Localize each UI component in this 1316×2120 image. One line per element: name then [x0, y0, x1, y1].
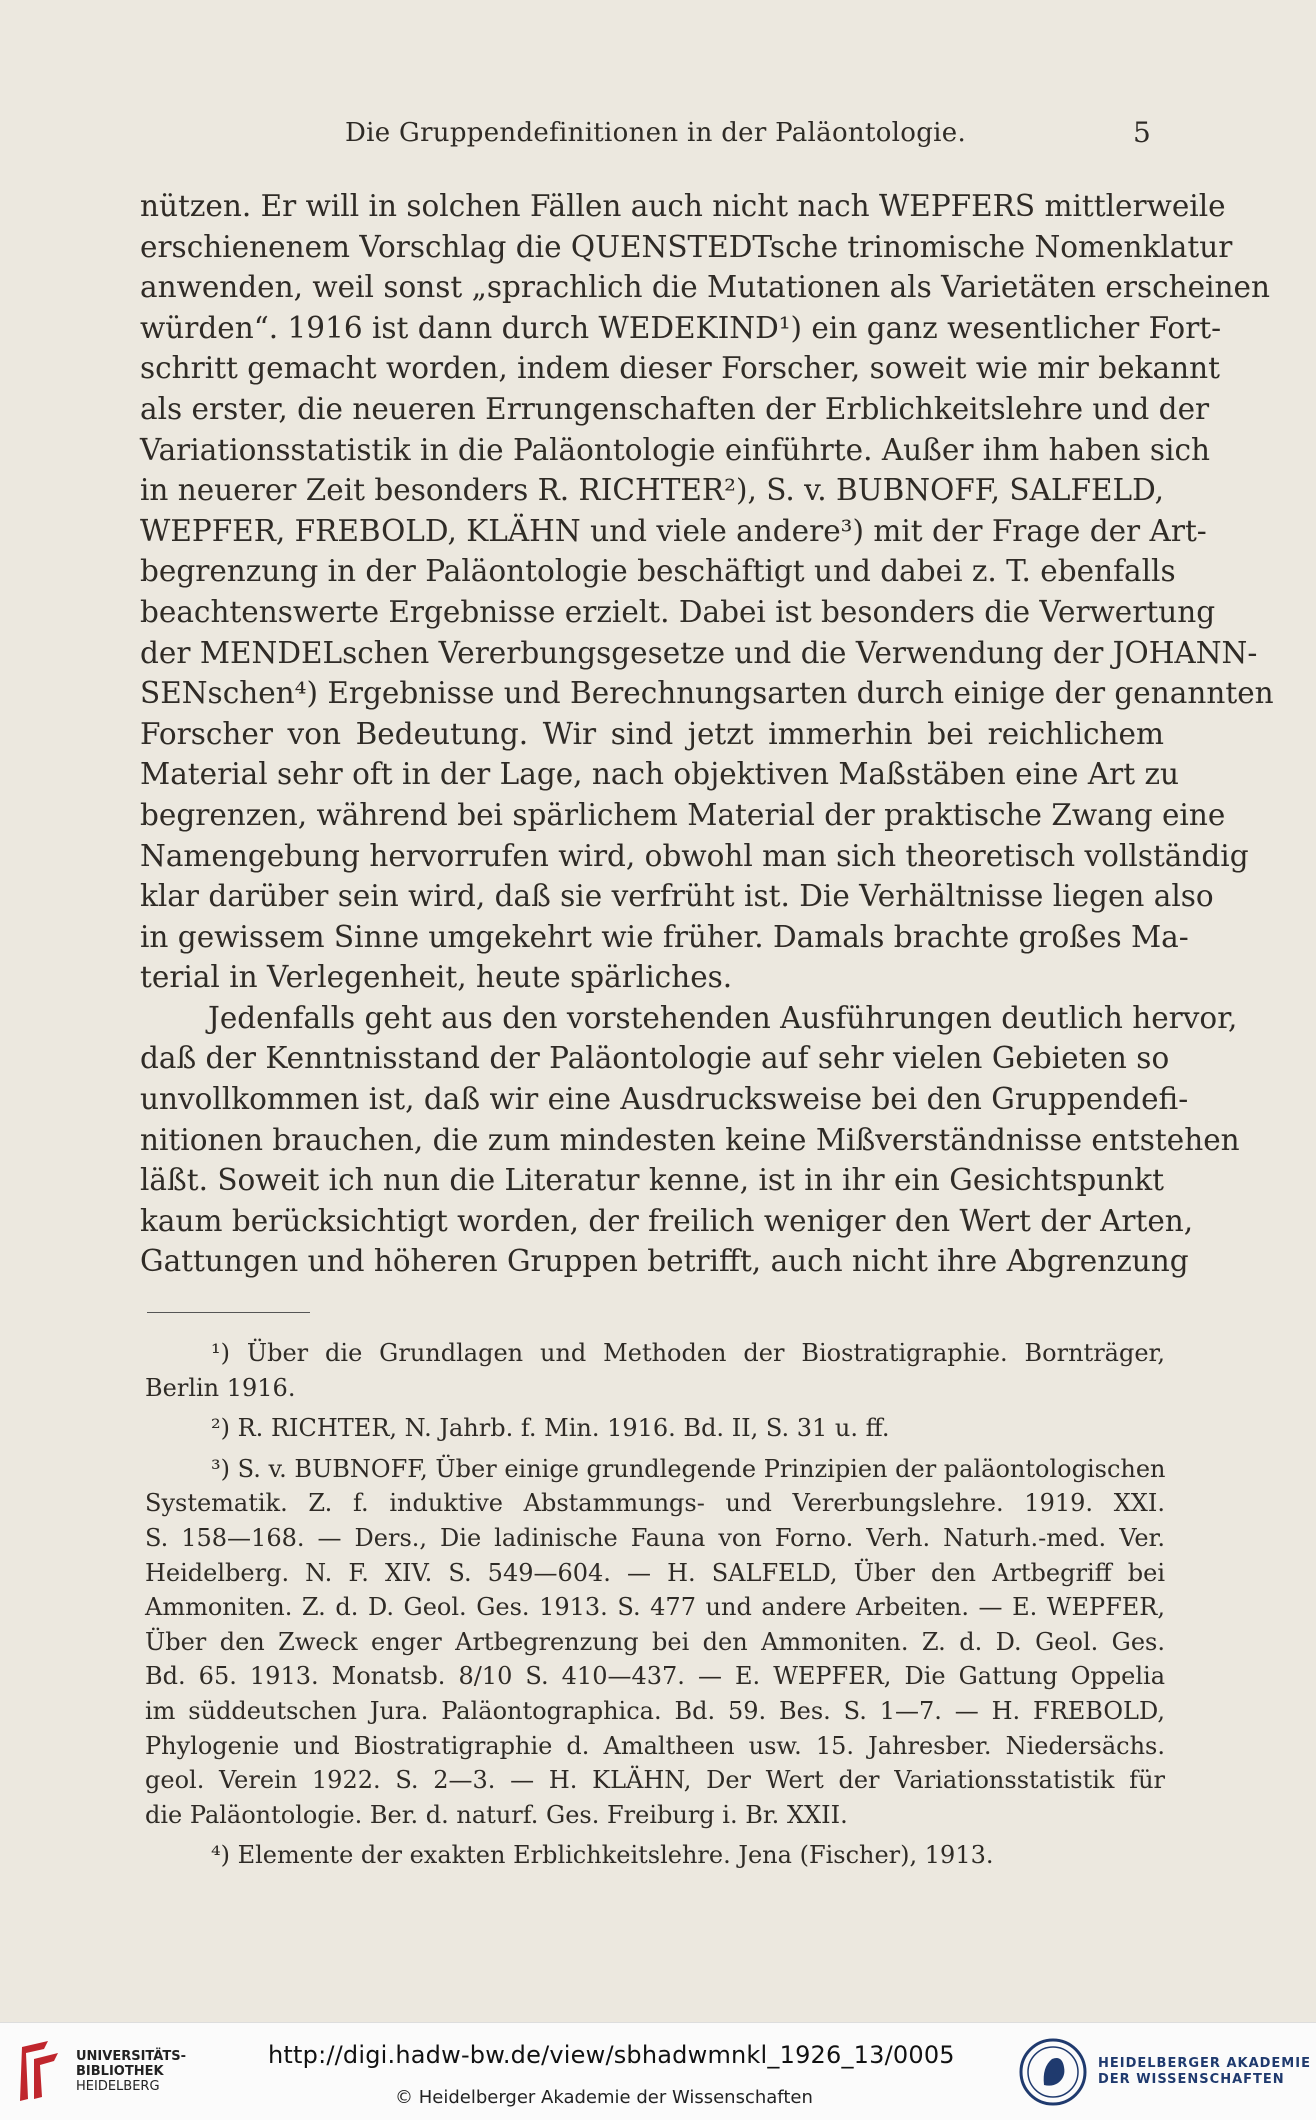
- body-line: SENschen⁴) Ergebnisse und Berechnungsarten durch einige der genannten: [140, 676, 1274, 711]
- footnote-divider: [147, 1312, 310, 1313]
- body-line: begrenzung in der Paläontologie beschäftigt und dabei z. T. ebenfalls: [140, 554, 1176, 589]
- body-line: Namengebung hervorrufen wird, obwohl man sich theoretisch vollständig: [140, 838, 1249, 873]
- body-line: Material sehr oft in der Lage, nach objektiven Maßstäben eine Art zu: [140, 757, 1180, 792]
- body-line: begrenzen, während bei spärlichem Material der praktische Zwang eine: [140, 797, 1226, 832]
- body-line: in gewissem Sinne umgekehrt wie früher. Damals brachte großes Ma-: [140, 919, 1189, 954]
- body-line: Gattungen und höheren Gruppen betrifft, auch nicht ihre Abgrenzung: [140, 1244, 1189, 1279]
- viewer-footer: [0, 2022, 1316, 2120]
- body-line: daß der Kenntnisstand der Paläontologie auf sehr vielen Gebieten so: [140, 1041, 1170, 1076]
- body-line: unvollkommen ist, daß wir eine Ausdrucksweise bei den Gruppendefi-: [140, 1082, 1189, 1117]
- academy-name: HEIDELBERGER AKADEMIE DER WISSENSCHAFTEN: [1098, 2056, 1311, 2087]
- copyright-notice: © Heidelberger Akademie der Wissenschaften: [395, 2087, 813, 2108]
- body-line: erschienenem Vorschlag die QUENSTEDTsche trinomische Nomenklatur: [140, 229, 1233, 264]
- footnote-line: S. 158—168. — Ders., Die ladinische Fauna von Forno. Verh. Naturh.-med. Ver.: [145, 1523, 1165, 1552]
- footnote-1: [145, 1336, 1165, 1405]
- body-line: kaum berücksichtigt worden, der freilich weniger den Wert der Arten,: [140, 1203, 1194, 1238]
- body-line: klar darüber sein wird, daß sie verfrüht ist. Die Verhältnisse liegen also: [140, 879, 1214, 914]
- footnote-line: die Paläontologie. Ber. d. naturf. Ges. Freiburg i. Br. XXII.: [145, 1800, 848, 1829]
- body-line: beachtenswerte Ergebnisse erzielt. Dabei ist besonders die Verwertung: [140, 594, 1216, 629]
- document-url-link[interactable]: http://digi.hadw-bw.de/view/sbhadwmnkl_1926_13/0005: [268, 2041, 955, 2069]
- body-line: Forscher von Bedeutung. Wir sind jetzt immerhin bei reichlichem: [140, 716, 1164, 751]
- footnote-line: geol. Verein 1922. S. 2—3. — H. KLÄHN, Der Wert der Variationsstatistik für: [145, 1766, 1165, 1795]
- body-line: in neuerer Zeit besonders R. RICHTER²), S. v. BUBNOFF, SALFELD,: [140, 473, 1165, 508]
- running-header: Die Gruppendefinitionen in der Paläontologie.: [345, 118, 967, 148]
- body-line: nützen. Er will in solchen Fällen auch nicht nach WEPFERS mittlerweile: [140, 189, 1226, 223]
- page-number: 5: [1133, 116, 1151, 149]
- body-line: als erster, die neueren Errungenschaften der Erblichkeitslehre und der: [140, 391, 1210, 426]
- body-line: schritt gemacht worden, indem dieser Forscher, soweit wie mir bekannt: [140, 351, 1220, 386]
- body-line: läßt. Soweit ich nun die Literatur kenne, ist in ihr ein Gesichtspunkt: [140, 1163, 1164, 1198]
- footnote-line: Systematik. Z. f. induktive Abstammungs- und Vererbungslehre. 1919. XXI.: [145, 1489, 1165, 1518]
- footnote-line: ²) R. RICHTER, N. Jahrb. f. Min. 1916. Bd. II, S. 31 u. ff.: [211, 1414, 890, 1443]
- body-line: nitionen brauchen, die zum mindesten keine Mißverständnisse entstehen: [140, 1122, 1240, 1157]
- footnote-line: Über den Zweck enger Artbegrenzung bei den Ammoniten. Z. d. D. Geol. Ges.: [145, 1627, 1165, 1656]
- footnote-4: [145, 1838, 1165, 1873]
- footnote-line: ⁴) Elemente der exakten Erblichkeitslehre. Jena (Fischer), 1913.: [211, 1841, 994, 1870]
- footnote-line: im süddeutschen Jura. Paläontographica. Bd. 59. Bes. S. 1—7. — H. FREBOLD,: [145, 1696, 1165, 1725]
- university-library-logo-icon: [14, 2037, 66, 2107]
- body-text: [140, 186, 1274, 1282]
- body-line: WEPFER, FREBOLD, KLÄHN und viele andere³) mit der Frage der Art-: [140, 513, 1207, 548]
- body-line: anwenden, weil sonst „sprachlich die Mutationen als Varietäten erscheinen: [140, 270, 1271, 305]
- body-line: Variationsstatistik in die Paläontologie einführte. Außer ihm haben sich: [140, 432, 1210, 467]
- body-line: würden“. 1916 ist dann durch WEDEKIND¹) ein ganz wesentlicher Fort-: [140, 310, 1222, 345]
- footnote-line: Ammoniten. Z. d. D. Geol. Ges. 1913. S. 477 und andere Arbeiten. — E. WEPFER,: [145, 1593, 1165, 1622]
- body-line: Jedenfalls geht aus den vorstehenden Ausführungen deutlich hervor,: [208, 1000, 1238, 1035]
- university-library-name: UNIVERSITÄTS- BIBLIOTHEK HEIDELBERG: [76, 2049, 186, 2094]
- body-line: der MENDELschen Vererbungsgesetze und die Verwendung der JOHANN-: [140, 635, 1258, 670]
- footnote-line: ¹) Über die Grundlagen und Methoden der Biostratigraphie. Bornträger,: [211, 1339, 1165, 1367]
- footnote-line: Berlin 1916.: [145, 1373, 296, 1402]
- academy-seal-icon: [1018, 2037, 1088, 2107]
- footnotes: [145, 1336, 1165, 1879]
- footnote-line: Heidelberg. N. F. XIV. S. 549—604. — H. SALFELD, Über den Artbegriff bei: [145, 1558, 1165, 1587]
- footnote-line: Bd. 65. 1913. Monatsb. 8/10 S. 410—437. — E. WEPFER, Die Gattung Oppelia: [145, 1662, 1165, 1691]
- body-line: terial in Verlegenheit, heute spärliches.: [140, 960, 733, 995]
- footnote-2: [145, 1411, 1165, 1446]
- footnote-3: [145, 1452, 1165, 1833]
- footnote-line: ³) S. v. BUBNOFF, Über einige grundlegende Prinzipien der paläontologischen: [211, 1454, 1166, 1483]
- footnote-line: Phylogenie und Biostratigraphie d. Amaltheen usw. 15. Jahresber. Niedersächs.: [145, 1731, 1165, 1760]
